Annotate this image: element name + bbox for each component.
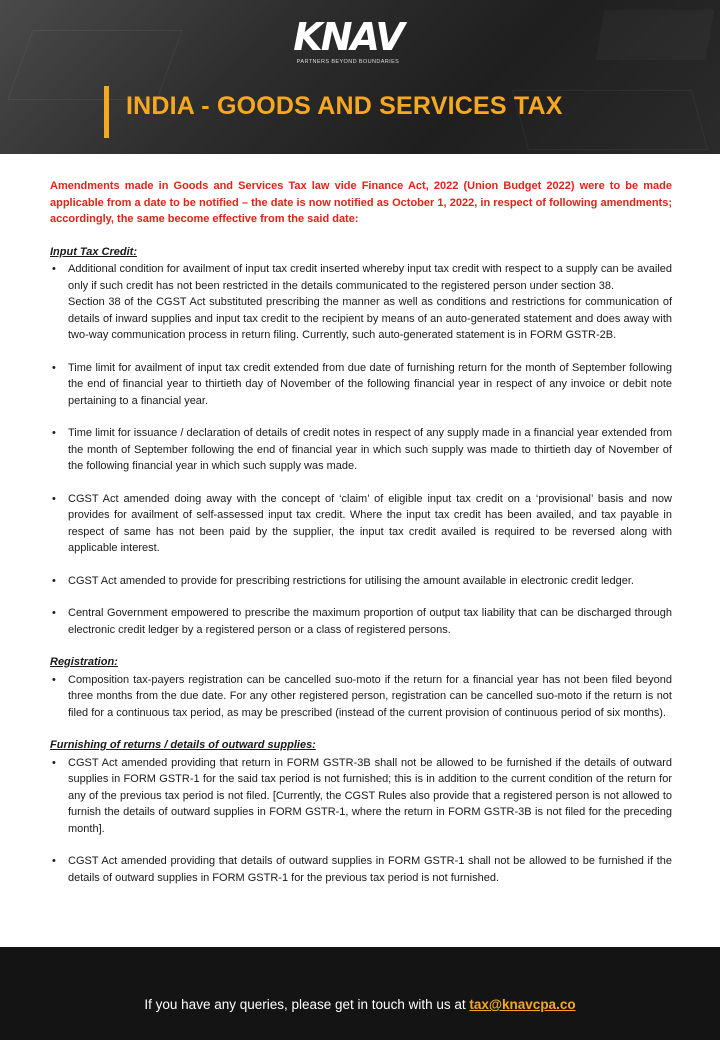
list-item: • CGST Act amended providing that details of outward supplies in FORM GSTR-1 shall not be allowed to be furnished if the details of outward supplies in FORM GSTR-1 for the previous tax period is not furnished. xyxy=(50,853,672,886)
footer-contact xyxy=(0,997,720,1012)
footer xyxy=(0,947,720,1040)
section-registration xyxy=(50,654,672,721)
footer-text: If you have any queries, please get in touch with us at xyxy=(144,997,470,1012)
page-title: INDIA - GOODS AND SERVICES TAX xyxy=(126,92,563,120)
section-furnishing-returns xyxy=(50,737,672,886)
section-input-tax-credit xyxy=(50,244,672,639)
section-title: Input Tax Credit: xyxy=(50,245,137,258)
section-title: Registration: xyxy=(50,656,118,668)
list-item-text: Additional condition for availment of input tax credit inserted whereby input tax credit with respect to a supply can be availed only if such credit has not been restricted in the details communicated to the registered person under section 38. xyxy=(68,263,672,292)
list-item xyxy=(50,261,672,344)
bullet-list xyxy=(50,360,672,639)
bullet-list xyxy=(50,672,672,722)
decorative-shape xyxy=(596,10,715,60)
list-item: • CGST Act amended providing that return in FORM GSTR-3B shall not be allowed to be furnished if the details of outward supplies in FORM GSTR-1 for the said tax period is not furnished; this is in addition to the current condition of the return for any of the previous tax period is not filed. [Currently, the CGST Rules also provide that a registered person is not allowed to furnish the details of outward supplies in FORM GSTR-1, where the return in FORM GSTR-3B is not filed for the preceding month]. xyxy=(50,755,672,838)
decorative-shape xyxy=(7,30,182,100)
intro-paragraph: Amendments made in Goods and Services Tax law vide Finance Act, 2022 (Union Budget 2022) were to be made applicable from a date to be notified – the date is now notified as October 1, 2022, in respect of following amendments; accordingly, the same become effective from the said date: xyxy=(50,180,672,225)
list-item: • Central Government empowered to prescribe the maximum proportion of output tax liability that can be discharged through electronic credit ledger by a registered person or a class of registered persons. xyxy=(50,605,672,638)
list-item: • CGST Act amended to provide for prescribing restrictions for utilising the amount available in electronic credit ledger. xyxy=(50,573,672,590)
list-item: • Composition tax-payers registration can be cancelled suo-moto if the return for a financial year has not been filed beyond three months from the due date. For any other registered person, registration can be cancelled suo-moto if the return is not filed for a continuous tax period, as may be prescribed (instead of the current provision of continuous period of six months). xyxy=(50,672,672,722)
list-item: • CGST Act amended doing away with the concept of ‘claim’ of eligible input tax credit on a ‘provisional’ basis and now provides for availment of self-assessed input tax credit. Where the input tax credit has been availed, and tax payable in respect of same has not been paid by the supplier, the input tax credit availed is required to be reversed along with applicable interest. xyxy=(50,491,672,557)
main-content xyxy=(50,178,672,886)
section-title: Furnishing of returns / details of outward supplies: xyxy=(50,739,316,751)
list-item: • Time limit for availment of input tax credit extended from due date of furnishing return for the month of September following the end of financial year to thirtieth day of November of the following financial year in respect of any invoice or debit note pertaining to a financial year. xyxy=(50,360,672,410)
list-item-text: Section 38 of the CGST Act substituted prescribing the manner as well as conditions and restrictions for communication of details of inward supplies and input tax credit to the recipient by means of an auto-generated statement and does away with two-way communication process in return filing. Currently, such auto-generated statement is in FORM GSTR-2B. xyxy=(68,296,672,341)
list-item: • Time limit for issuance / declaration of details of credit notes in respect of any supply made in a financial year extended from the month of September following the end of financial year in which such supply was made to thirtieth day of November of the following financial year in which such supply was made. xyxy=(50,425,672,475)
title-accent-bar xyxy=(104,86,109,138)
knav-logo xyxy=(292,15,404,68)
header-banner xyxy=(0,0,720,154)
bullet-list xyxy=(50,261,672,344)
logo-wordmark: KNAV xyxy=(293,15,403,59)
contact-email-link[interactable]: tax@knavcpa.co xyxy=(469,997,576,1012)
logo-tagline: PARTNERS BEYOND BOUNDARIES xyxy=(296,59,400,65)
bullet-list xyxy=(50,755,672,887)
